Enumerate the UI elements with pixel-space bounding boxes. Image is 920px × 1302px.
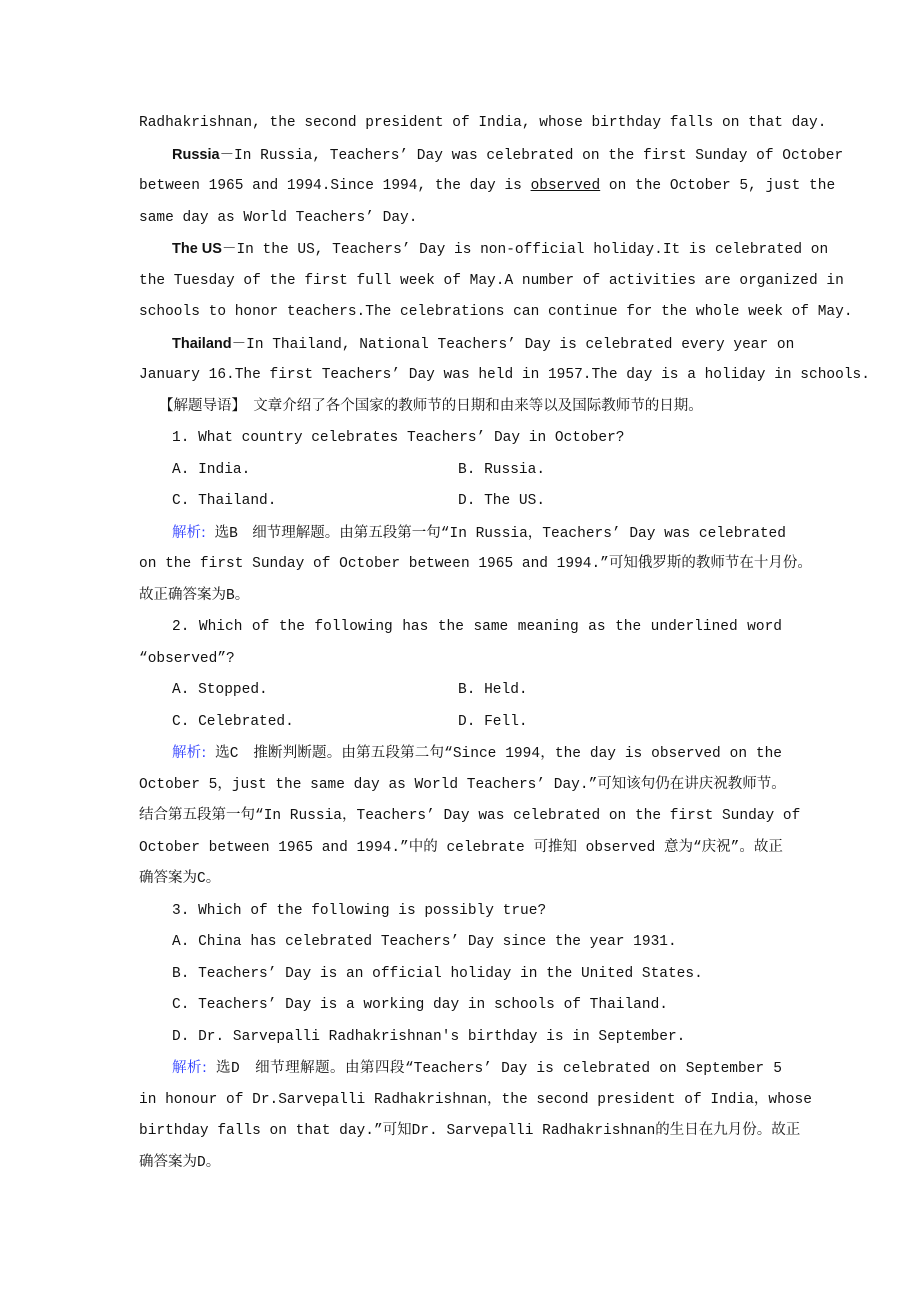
guide-label: 【解题导语】 [159,398,239,415]
text-line: schools to honor teachers.The celebrations can continue for the whole week of May. [139,304,853,320]
option: C. Celebrated. [172,713,294,730]
analysis-label: 解析: [172,1060,207,1076]
text: －In Russia, Teachers’ Day was celebrated on the first Sunday of October [219,147,844,164]
explanation-line [139,520,786,552]
guide-line [139,394,782,426]
explanation-line [139,1055,782,1087]
explanation-line [139,740,782,772]
explanation-line: October between 1965 and 1994.”中的 celebrate 可推知 observed 意为“庆祝”。故正 [139,839,783,856]
explanation-line: 结合第五段第一句“In Russia，Teachers’ Day was celebrated on the first Sunday of [139,808,801,824]
options-row [139,709,782,741]
country-label: Russia [172,146,220,163]
options-row [139,457,782,489]
explanation-line: 确答案为D。 [139,1154,221,1171]
analysis-label: 解析: [172,524,206,541]
text-line [139,173,836,205]
text-line: Radhakrishnan, the second president of India, whose birthday falls on that day. [139,115,827,131]
explanation-line: October 5，just the same day as World Teachers’ Day.”可知该句仍在讲庆祝教师节。 [139,776,786,793]
question-2-cont: “observed”? [139,650,235,667]
option: C. Thailand. [172,493,277,509]
text: 选D 细节理解题。由第四段“Teachers’ Day is celebrated on September 5 [206,1061,782,1077]
question-3: 3. Which of the following is possibly true? [172,902,547,919]
explanation-line: 确答案为C。 [139,871,221,887]
option: D. The US. [458,493,546,509]
option: D. Dr. Sarvepalli Radhakrishnan's birthday is in September. [172,1028,686,1045]
text: －In Thailand, National Teachers’ Day is celebrated every year on [231,336,795,353]
country-label: Thailand [172,335,232,352]
text: －In the US, Teachers’ Day is non-official holiday.It is celebrated on [221,242,829,258]
text: between 1965 and 1994.Since 1994, the day is [139,178,531,194]
text-line: the Tuesday of the first full week of May.A number of activities are organized in [139,272,844,289]
paragraph-thailand [139,331,795,363]
explanation-line: 故正确答案为B。 [139,587,250,604]
text: on the October 5, just the [600,178,836,194]
underlined-word: observed [530,178,601,194]
guide-text: 文章介绍了各个国家的教师节的日期和由来等以及国际教师节的日期。 [238,398,703,415]
text-line: same day as World Teachers’ Day. [139,209,418,226]
text: 选B 细节理解题。由第五段第一句“In Russia，Teachers’ Day was celebrated [205,525,786,542]
paragraph-russia [139,142,844,174]
option: A. India. [172,461,251,478]
options-row [139,677,782,709]
option: C. Teachers’ Day is a working day in schools of Thailand. [172,997,668,1013]
explanation-line: on the first Sunday of October between 1965 and 1994.”可知俄罗斯的教师节在十月份。 [139,556,812,572]
option: B. Held. [458,682,528,698]
explanation-line: in honour of Dr.Sarvepalli Radhakrishnan，the second president of India，whose [139,1091,812,1108]
explanation-line: birthday falls on that day.”可知Dr. Sarvepalli Radhakrishnan的生日在九月份。故正 [139,1123,801,1139]
question-1: 1. What country celebrates Teachers’ Day in October? [172,430,625,446]
option: A. Stopped. [172,682,268,698]
option: A. China has celebrated Teachers’ Day since the year 1931. [172,934,677,950]
document-page [139,110,870,1181]
text-line: January 16.The first Teachers’ Day was held in 1957.The day is a holiday in schools. [139,367,870,383]
options-row [139,488,782,520]
text: 选C 推断判断题。由第五段第二句“Since 1994，the day is observed on the [206,746,783,762]
question-2: 2. Which of the following has the same meaning as the underlined word [172,619,782,635]
option: D. Fell. [458,713,528,730]
paragraph-us [139,236,829,268]
analysis-label: 解析: [172,745,207,761]
country-label: The US [172,241,222,257]
option: B. Russia. [458,461,546,478]
option: B. Teachers’ Day is an official holiday in the United States. [172,965,703,982]
